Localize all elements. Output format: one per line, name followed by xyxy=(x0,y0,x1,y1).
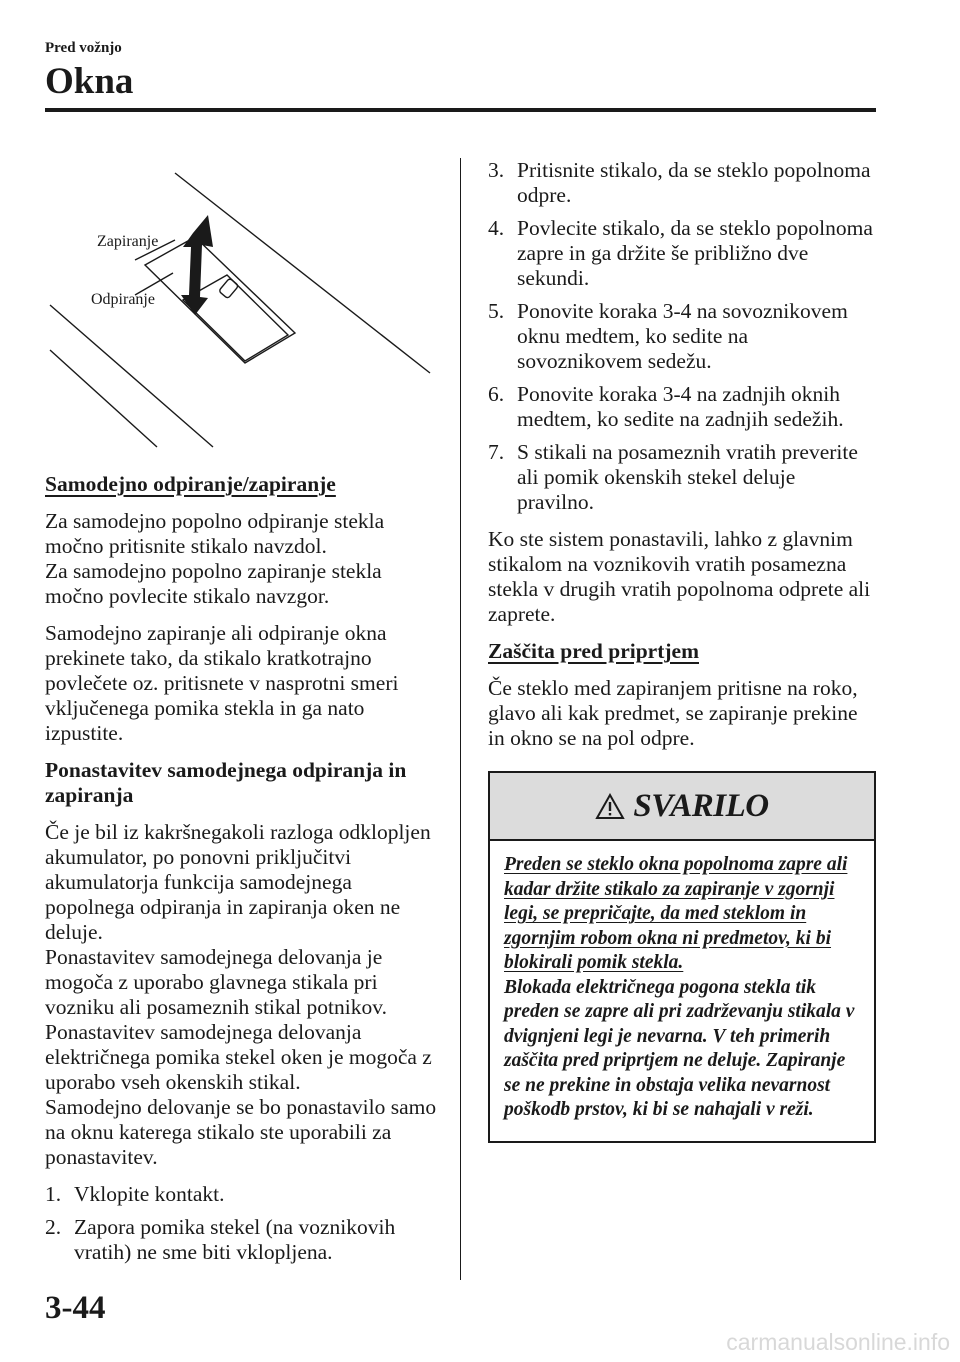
step-text: Vklopite kontakt. xyxy=(74,1182,225,1206)
step-number: 1. xyxy=(45,1182,62,1206)
warning-body xyxy=(490,841,874,1141)
reset-paragraph: Ponastavitev samodejnega delovanja je mogoča z uporabo glavnega stikala pri vozniku ali posameznih stikal potnikov. xyxy=(45,945,387,1019)
step-number: 5. xyxy=(488,299,505,323)
window-switch-figure xyxy=(45,165,445,455)
auto-open-text: Za samodejno popolno odpiranje stekla močno pritisnite stikalo navzdol. xyxy=(45,509,385,558)
page-title: Okna xyxy=(45,61,134,102)
reset-paragraph: Ponastavitev samodejnega delovanja električnega pomika stekel oken je mogoča z uporabo vseh okenskih stikal. xyxy=(45,1020,432,1094)
warning-underlined-text: Preden se steklo okna popolnoma zapre ali kadar držite stikalo za zapiranje v zgornji legi, se prepričajte, da med steklom in zgornjim robom okna ni predmetov, ki bi blokirali pomik stekla. xyxy=(504,854,848,973)
reset-heading: Ponastavitev samodejnega odpiranja in zapiranja xyxy=(45,758,407,807)
step-number: 4. xyxy=(488,216,505,240)
step-number: 2. xyxy=(45,1215,62,1239)
warning-box xyxy=(488,771,876,1143)
warning-text: Blokada električnega pogona stekla tik preden se zapre ali pri zadrževanju stikala v dvignjeni legi je nevarna. V teh primerih zaščita pred priprtjem ne deluje. Zapiranje se ne prekine in obstaja velika nevarnost poškodb prstov, ki bi se nahajali v reži. xyxy=(504,976,855,1120)
warning-title: SVARILO xyxy=(633,787,769,824)
title-rule xyxy=(45,108,876,112)
warning-triangle-icon xyxy=(595,793,625,820)
after-reset-text: Ko ste sistem ponastavili, lahko z glavnim stikalom na voznikovih vratih posamezna stekla v drugih vratih popolnoma odprete ali zaprete. xyxy=(488,527,871,626)
step-number: 7. xyxy=(488,440,505,464)
step-number: 3. xyxy=(488,158,505,182)
pinch-text: Če steklo med zapiranjem pritisne na roko, glavo ali kak predmet, se zapiranje prekine in okno se na pol odpre. xyxy=(488,676,858,750)
list-item xyxy=(488,382,876,432)
closing-label: Zapiranje xyxy=(97,233,159,250)
steps-list xyxy=(488,158,876,515)
step-text: S stikali na posameznih vratih preverite ali pomik okenskih stekel deluje pravilno. xyxy=(517,440,858,514)
step-text: Pritisnite stikalo, da se steklo popolnoma odpre. xyxy=(517,158,871,207)
section-label: Pred vožnjo xyxy=(45,40,122,56)
right-column xyxy=(488,158,876,1143)
step-text: Ponovite koraka 3-4 na sovoznikovem oknu medtem, ko sedite na sovoznikovem sedežu. xyxy=(517,299,848,373)
list-item xyxy=(488,158,876,208)
steps-list xyxy=(45,1182,445,1265)
step-text: Zapora pomika stekel (na voznikovih vratih) ne sme biti vklopljena. xyxy=(74,1215,396,1264)
step-text: Povlecite stikalo, da se steklo popolnoma zapre in ga držite še približno dve sekundi. xyxy=(517,216,873,290)
auto-heading: Samodejno odpiranje/zapiranje xyxy=(45,472,336,496)
watermark: carmanualsonline.info xyxy=(726,1329,950,1355)
stop-text: Samodejno zapiranje ali odpiranje okna prekinete tako, da stikalo kratkotrajno povlečete oz. pritisnete v nasprotni smeri vključenega pomika stekla in ga nato izpustite. xyxy=(45,621,399,745)
list-item xyxy=(45,1182,445,1207)
warning-header xyxy=(490,773,874,841)
auto-close-text: Za samodejno popolno zapiranje stekla močno povlecite stikalo navzgor. xyxy=(45,559,382,608)
pinch-heading: Zaščita pred priprtjem xyxy=(488,639,699,663)
reset-paragraph: Samodejno delovanje se bo ponastavilo samo na oknu katerega stikalo ste uporabili za ponastavitev. xyxy=(45,1095,437,1169)
page-number: 3-44 xyxy=(45,1290,106,1326)
reset-paragraph: Če je bil iz kakršnegakoli razloga odklopljen akumulator, po ponovni priključitvi akumulatorja funkcija samodejnega popolnega odpiranja in zapiranja oken ne deluje. xyxy=(45,820,431,944)
list-item xyxy=(45,1215,445,1265)
left-column xyxy=(45,472,445,1277)
list-item xyxy=(488,299,876,374)
step-text: Ponovite koraka 3-4 na zadnjih oknih medtem, ko sedite na zadnjih sedežih. xyxy=(517,382,844,431)
column-divider xyxy=(460,158,461,1280)
list-item xyxy=(488,440,876,515)
list-item xyxy=(488,216,876,291)
window-switch-illustration xyxy=(45,165,445,455)
step-number: 6. xyxy=(488,382,505,406)
opening-label: Odpiranje xyxy=(91,291,155,308)
